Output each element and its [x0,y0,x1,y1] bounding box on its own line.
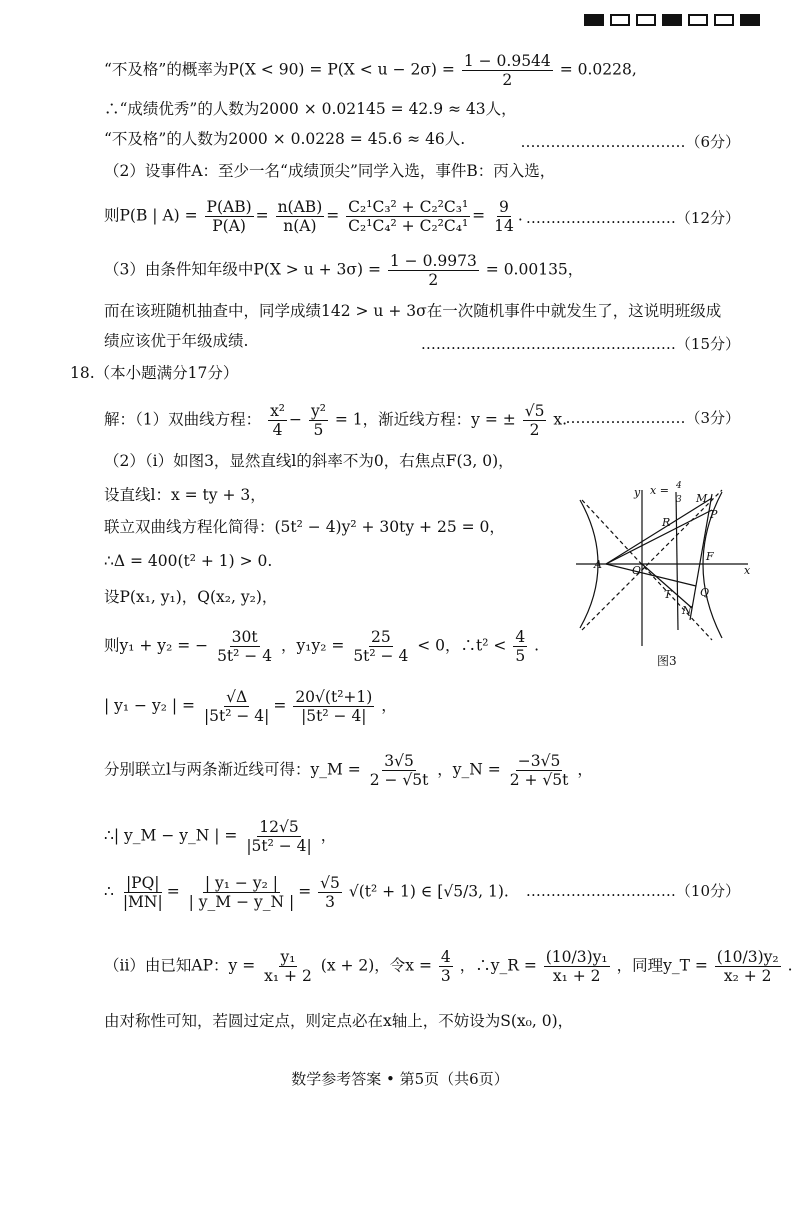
vertical-line [676,492,678,630]
fraction: $\frac{9}{14}$ [494,198,514,235]
line-conditional-prob: 则P(B | A) = $\frac{P(AB)}{P(A)}$ = $\frac{n(AB)}{n(A)}$ = $\frac{\text{C₂¹C₃² + C₂²C₃¹}}{\text{C₂¹C₄² + C₂²C₄¹}}$ = $\frac{9}{14}$ . [104,198,523,235]
fraction: $\frac{\text{C₂¹C₃² + C₂²C₃¹}}{\text{C₂¹C₄² + C₂²C₄¹}}$ [348,198,469,235]
line-part2-i: （2）（i）如图3，显然直线l的斜率不为0，右焦点F(3, 0)， [104,452,514,470]
fraction: $\frac{12√5}{\text{|5t² − 4|}}$ [246,818,312,855]
fraction: $\frac{√\Delta}{\text{|5t² − 4|}}$ [203,688,270,725]
fraction: $\frac{\text{y₁}}{\text{x₁ + 2}}$ [264,948,312,985]
label-line-den: 3 [676,495,682,505]
fraction: $\frac{-3√5}{2 + √5t}$ [509,752,569,789]
label-line: x = [650,484,669,497]
mark-empty [636,14,656,26]
fraction: $\frac{n(AB)}{n(A)}$ [277,198,323,235]
mark-empty [610,14,630,26]
line-class-sample: 而在该班随机抽查中，同学成绩142 > u + 3σ在一次随机事件中就发生了，这说明班级成 [104,302,722,320]
line-delta: ∴Δ = 400(t² + 1) > 0. [104,552,273,570]
score-12: …………………………（12分） [525,209,740,227]
line-hyperbola-eq: 解：（1）双曲线方程： $\frac{\text{x²}}{4}$ − $\frac{\text{y²}}{5}$ = 1，渐近线方程：y = ± $\frac{√5}{2}$ x. [104,402,568,439]
label-M: M [696,492,708,505]
label-x: x [744,564,751,577]
label-A: A [594,558,602,571]
line-asymptote-intersections: 分别联立l与两条渐近线可得：y_M = $\frac{3√5}{2 - √5t}$ ，y_N = $\frac{-3√5}{2 + √5t}$ ， [104,752,593,789]
fraction: $\frac{25}{\text{5t² − 4}}$ [353,628,409,665]
line-on [642,564,692,608]
line-fail-count: “不及格”的人数为2000 × 0.0228 = 45.6 ≈ 46人. [104,130,466,148]
page-footer: 数学参考答案 • 第5页（共6页） [291,1070,509,1088]
fraction: $\frac{\text{(10/3)y₂}}{\text{x₂ + 2}}$ [716,948,779,985]
mark-empty [688,14,708,26]
fraction: $\frac{3√5}{2 - √5t}$ [369,752,429,789]
fraction: $\frac{|PQ|}{|MN|}$ [122,874,163,911]
label-T: T [664,588,672,601]
mark-filled [740,14,760,26]
fraction: $\frac{√5}{3}$ [320,874,340,911]
line-conclusion: 绩应该优于年级成绩. [104,332,249,350]
line-y-diff: | y₁ − y₂ | = $\frac{√\Delta}{\text{|5t² − 4|}}$ = $\frac{\text{20√(t²+1)}}{\text{|5t² − 4|}}$ ， [104,688,397,725]
mark-filled [662,14,682,26]
question-18-title: 18.（本小题满分17分） [70,364,239,382]
mark-empty [714,14,734,26]
score-3: ……………………（3分） [565,409,740,427]
label-R: R [662,516,671,529]
hyperbola-figure [572,480,752,650]
fraction: $\frac{\text{| y₁ − y₂ |}}{| y\_M - y\_N |}$ [188,874,295,911]
label-F: F [706,550,714,563]
label-Q: Q [700,586,710,599]
line-excellent-count: ∴“成绩优秀”的人数为2000 × 0.02145 = 42.9 ≈ 43人， [104,100,517,118]
fraction: $\frac{1 - 0.9973}{2}$ [389,252,477,289]
fraction: $\frac{\text{y²}}{5}$ [310,402,326,439]
score-15: ……………………………………………（15分） [420,335,740,353]
line-am [606,498,712,564]
label-P: P [710,508,718,521]
figure-caption: 图3 [657,654,677,668]
line-points-pq: 设P(x₁, y₁)，Q(x₂, y₂)， [104,588,278,606]
score-10: …………………………（10分） [525,882,740,900]
line-part2-ii: （ii）由已知AP：y = $\frac{\text{y₁}}{\text{x₁ + 2}}$ (x + 2)，令x = $\frac{4}{3}$ ，∴y_R = $\frac{\text{(10/3)y₁}}{\text{x₁ + 2}}$ ，同理y_T = $\frac{\text{(10/3)y₂}}{\text{x₂ + 2}}$ . [104,948,793,985]
line-line-l: 设直线l：x = ty + 3， [104,486,266,504]
line-simplified: 联立双曲线方程化简得：(5t² − 4)y² + 30ty + 25 = 0， [104,518,505,536]
line-ym-yn: ∴| y_M − y_N | = $\frac{12√5}{\text{|5t² − 4|}}$ ， [104,818,337,855]
fraction: $\frac{√5}{2}$ [524,402,545,439]
fraction: $\frac{\text{x²}}{4}$ [270,402,286,439]
line-symmetry: 由对称性可知，若圆过定点，则定点必在x轴上，不妨设为S(x₀, 0)， [104,1012,574,1030]
mark-filled [584,14,604,26]
fraction: $\frac{4}{3}$ [440,948,451,985]
label-O: O [632,564,642,577]
line-ratio-range: ∴ $\frac{|PQ|}{|MN|}$ = $\frac{\text{| y₁ − y₂ |}}{| y\_M - y\_N |}$ = $\frac{√5}{3}$ √(t² + 1) ∈ [√5/3, 1). [104,874,509,911]
label-N: N [682,604,692,617]
fraction: $\frac{30t}{\text{5t² − 4}}$ [217,628,273,665]
line-part2-events: （2）设事件A：至少一名“成绩顶尖”同学入选，事件B：丙入选， [104,162,556,180]
line-aq [606,564,696,586]
line-vieta: 则y₁ + y₂ = − $\frac{30t}{\text{5t² − 4}}$ ，y₁y₂ = $\frac{25}{\text{5t² − 4}}$ < 0，∴t² < $\frac{4}{5}$ . [104,628,540,665]
fraction: $\frac{4}{5}$ [515,628,526,665]
line-fail-prob: “不及格”的概率为P(X < 90) = P(X < u − 2σ) = $\frac{1 - 0.9544}{2}$ = 0.0228, [104,52,637,89]
fraction: $\frac{P(AB)}{P(A)}$ [206,198,252,235]
header-marks [584,14,760,26]
line-ap [606,510,712,564]
fraction: $\frac{\text{(10/3)y₁}}{\text{x₁ + 2}}$ [545,948,608,985]
fraction: $\frac{\text{20√(t²+1)}}{\text{|5t² − 4|}}$ [295,688,373,725]
score-6: ……………………………（6分） [520,133,740,151]
fraction: $\frac{1 - 0.9544}{2}$ [463,52,551,89]
line-part3-prob: （3）由条件知年级中P(X > u + 3σ) = $\frac{1 - 0.9973}{2}$ = 0.00135， [104,252,584,289]
label-y: y [634,486,641,499]
label-line-num: 4 [676,481,682,491]
